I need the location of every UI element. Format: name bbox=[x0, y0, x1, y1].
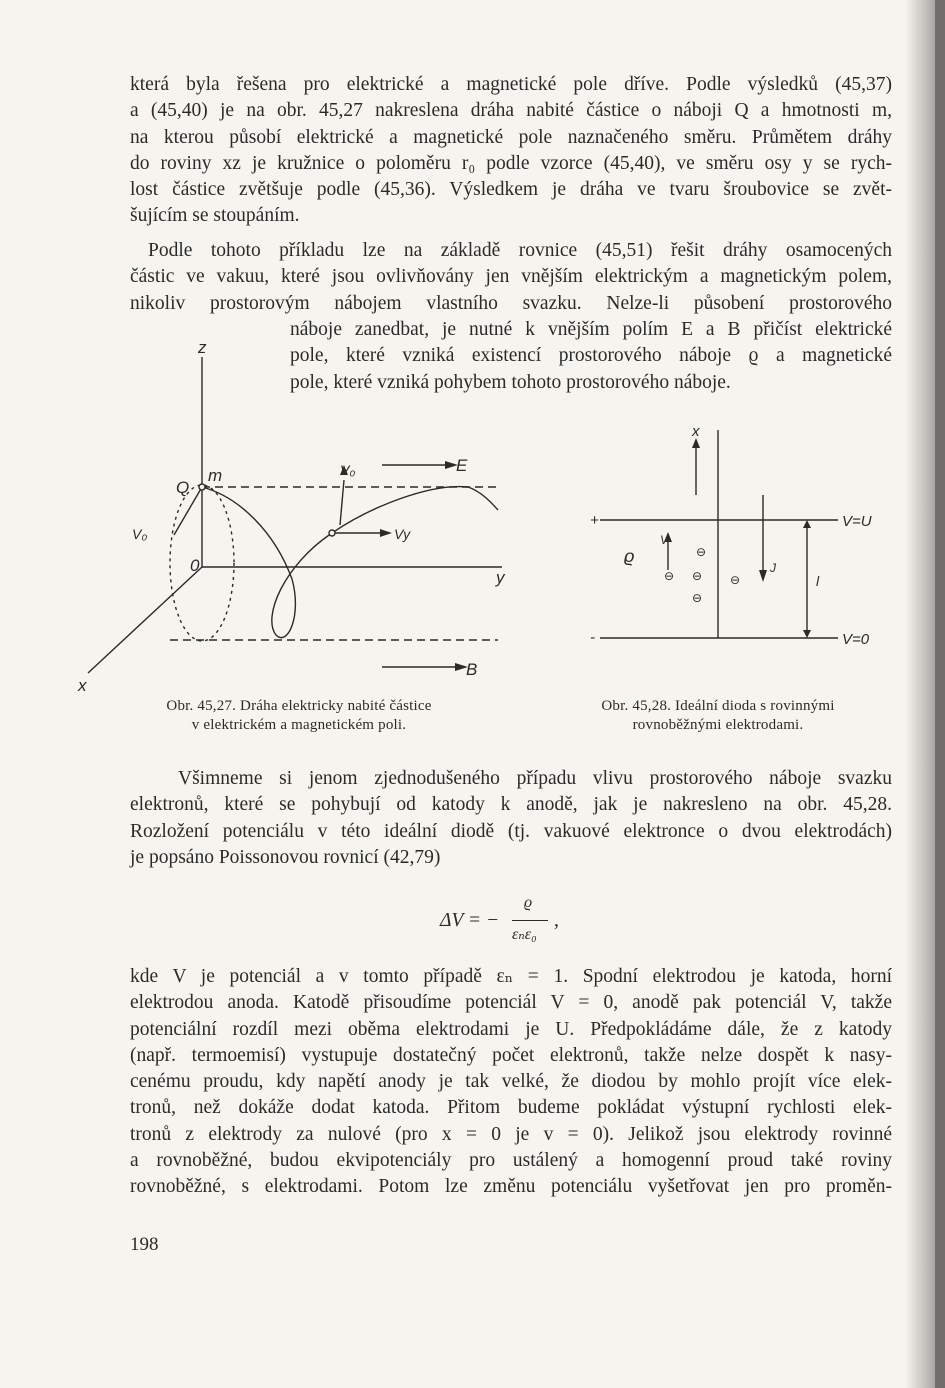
minus-sign: - bbox=[590, 629, 595, 646]
formula-trailing-comma: , bbox=[554, 910, 559, 931]
text-line: pole, které vzniká existencí prostorového náboje ϱ a magnetické bbox=[290, 345, 892, 367]
text-line: Všimneme si jenom zjednodušeného případu vlivu prostorového náboje svazku bbox=[178, 768, 892, 789]
vy-label: Vy bbox=[394, 526, 411, 542]
e-field-label: E bbox=[456, 456, 468, 475]
v0-top-label: V₀ bbox=[340, 462, 356, 478]
text-line: do roviny xz je kružnice o poloměru r₀ podle vzorce (45,40), ve směru osy y se rych- bbox=[130, 152, 892, 174]
text-line: která byla řešena pro elektrické a magnetické pole dříve. Podle výsledků (45,37) bbox=[130, 74, 892, 95]
z-axis-label: z bbox=[198, 338, 207, 357]
anode-potential-label: V=U bbox=[842, 513, 872, 530]
fraction-bar bbox=[512, 920, 548, 921]
text-line: (např. termoemisí) vystupuje dostatečný počet elektronů, takže nelze dospět k nasy- bbox=[130, 1044, 892, 1066]
caption-line: Obr. 45,27. Dráha elektricky nabité částice bbox=[166, 698, 432, 714]
text-line: náboje zanedbat, je nutné k vnějším polím E a B přičíst elektrické bbox=[290, 319, 892, 340]
cathode-potential-label: V=0 bbox=[842, 631, 870, 648]
text-line: a (45,40) je na obr. 45,27 nakreslena dráha nabité částice o náboji Q a hmotnosti m, bbox=[130, 100, 892, 122]
paragraph-2 bbox=[130, 238, 892, 317]
page-edge-dark bbox=[935, 0, 945, 1388]
text-line: cenému proudu, kdy napětí anody je tak velké, že diodou by mohlo projít více elek- bbox=[130, 1071, 892, 1093]
figure-2-caption bbox=[562, 697, 874, 735]
charge-label: Q bbox=[176, 478, 190, 497]
figure-1-caption bbox=[118, 697, 480, 735]
text-line: na kterou působí elektrické a magnetické pole naznačeného směru. Průmětem dráhy bbox=[130, 126, 892, 148]
text-line: tronů z elektrody za nulové (pro x = 0 je v = 0). Jelikož jsou elektrody rovinné bbox=[130, 1123, 892, 1145]
formula-denominator: εₙε₀ bbox=[512, 926, 537, 943]
text-line: tronů, než dokáže dodat katoda. Přitom budeme pokládat výstupní rychlosti elek- bbox=[130, 1097, 892, 1119]
caption-line: v elektrickém a magnetickém poli. bbox=[191, 717, 407, 733]
text-line: šujícím se stoupáním. bbox=[130, 205, 300, 227]
text-line: Rozložení potenciálu v této ideální diodě (tj. vakuové elektronce o dvou elektrodách) bbox=[130, 820, 892, 842]
distance-label: l bbox=[816, 573, 820, 589]
text-line: potenciální rozdíl mezi oběma elektrodami je U. Předpokládáme dále, že z katody bbox=[130, 1018, 892, 1040]
x-axis-label: x bbox=[78, 676, 87, 695]
figure-ideal-diode bbox=[580, 420, 900, 690]
current-label: J bbox=[770, 561, 776, 575]
poisson-equation bbox=[440, 894, 600, 948]
v0-left-label: V₀ bbox=[132, 526, 148, 542]
page-number: 198 bbox=[130, 1234, 159, 1255]
electron-icon: ⊖ bbox=[692, 591, 703, 605]
mass-label: m bbox=[208, 466, 223, 485]
text-line: kde V je potenciál a v tomto případě εₙ = 1. Spodní elektrodou je katoda, horní bbox=[130, 966, 892, 987]
formula-numerator: ϱ bbox=[524, 894, 533, 911]
text-line: nikoliv prostorovým nábojem vlastního svazku. Nelze-li působení prostorového bbox=[130, 292, 892, 314]
electron-icon: ⊖ bbox=[696, 545, 707, 559]
caption-line: Obr. 45,28. Ideální dioda s rovinnými bbox=[601, 698, 835, 714]
y-axis-label: y bbox=[496, 568, 505, 587]
text-line: je popsáno Poissonovou rovnicí (42,79) bbox=[130, 846, 441, 868]
electron-icon: ⊖ bbox=[692, 569, 703, 583]
text-line: elektrodou anoda. Katodě přisoudíme potenciál V = 0, anodě pak potenciál V, takže bbox=[130, 992, 892, 1014]
origin-label: 0 bbox=[190, 556, 200, 575]
caption-line: rovnoběžnými elektrodami. bbox=[632, 717, 804, 733]
x-axis-label: x bbox=[692, 423, 700, 440]
text-line: částic ve vakuu, které jsou ovlivňovány jen vnějším elektrickým a magnetickým polem, bbox=[130, 266, 892, 288]
paragraph-3 bbox=[130, 766, 892, 871]
text-line: pole, které vzniká pohybem tohoto prostorového náboje. bbox=[290, 371, 731, 393]
figure-helix-trajectory bbox=[70, 335, 510, 695]
formula-lhs: ΔV = − bbox=[440, 910, 500, 931]
plus-sign: + bbox=[590, 512, 599, 529]
paragraph-1 bbox=[130, 72, 892, 230]
text-line: Podle tohoto příkladu lze na základě rovnice (45,51) řešit dráhy osamocených bbox=[148, 240, 892, 261]
text-line: lost částice zvětšuje podle (45,36). Výsledkem je dráha ve tvaru šroubovice se zvět- bbox=[130, 179, 892, 201]
electron-icon: ⊖ bbox=[664, 569, 675, 583]
electron-icon: ⊖ bbox=[730, 573, 741, 587]
charge-density-label: ϱ bbox=[624, 546, 635, 566]
paragraph-4 bbox=[130, 964, 892, 1201]
text-line: rovnoběžné, s elektrodami. Potom lze změnu potenciálu vyšetřovat jen pro proměn- bbox=[130, 1176, 892, 1198]
b-field-label: B bbox=[466, 660, 478, 679]
text-line: elektronů, které se pohybují od katody k anodě, jak je nakresleno na obr. 45,28. bbox=[130, 794, 892, 816]
velocity-label: V bbox=[660, 533, 669, 547]
text-line: a rovnoběžné, budou ekvipotenciály pro ustálený a homogenní proud také roviny bbox=[130, 1150, 892, 1172]
